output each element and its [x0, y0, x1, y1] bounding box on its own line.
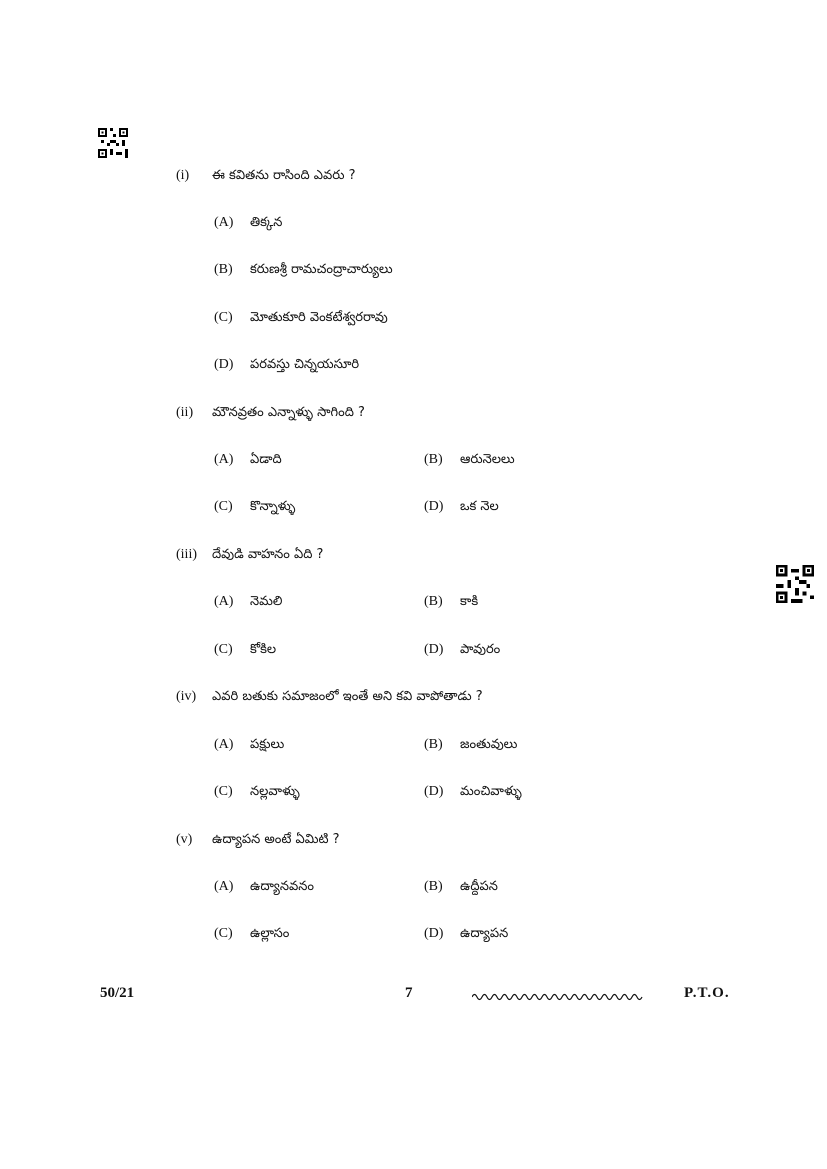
question-number: (i)	[176, 168, 190, 183]
option-label: (A)	[214, 594, 234, 609]
option-label: (C)	[214, 642, 233, 657]
question-number: (ii)	[176, 405, 194, 420]
qr-code-icon	[98, 128, 128, 158]
option-text: కొన్నాళ్ళు	[250, 499, 296, 514]
please-turn-over: P.T.O.	[684, 985, 730, 1001]
option-label: (A)	[214, 737, 234, 752]
option-label: (D)	[214, 357, 234, 372]
option-label: (D)	[424, 642, 444, 657]
question-number: (v)	[176, 832, 193, 847]
wavy-line-decoration	[472, 988, 644, 1000]
option-label: (C)	[214, 499, 233, 514]
option-text: ఉద్యానవనం	[250, 879, 314, 894]
question-text: మౌనవ్రతం ఎన్నాళ్ళు సాగింది ?	[212, 405, 365, 420]
option-label: (D)	[424, 499, 444, 514]
option-text: మోతుకూరి వెంకటేశ్వరరావు	[250, 310, 388, 325]
option-text: కరుణశ్రీ రామచంద్రాచార్యులు	[250, 262, 393, 277]
option-label: (D)	[424, 926, 444, 941]
option-label: (B)	[424, 452, 443, 467]
option-label: (B)	[424, 879, 443, 894]
question-number: (iii)	[176, 547, 197, 562]
question-text: ఈ కవితను రాసింది ఎవరు ?	[212, 168, 356, 183]
option-label: (B)	[424, 737, 443, 752]
option-label: (B)	[424, 594, 443, 609]
question-text: ఎవరి బతుకు సమాజంలో ఇంతే అని కవి వాపోతాడు ?	[212, 689, 483, 704]
option-label: (A)	[214, 452, 234, 467]
question-number: (iv)	[176, 689, 197, 704]
option-text: మంచివాళ్ళు	[460, 784, 522, 799]
option-text: ఆరునెలలు	[460, 452, 515, 467]
option-label: (A)	[214, 879, 234, 894]
option-label: (B)	[214, 262, 233, 277]
option-text: పక్షులు	[250, 737, 285, 752]
paper-code: 50/21	[100, 985, 135, 1001]
option-text: పావురం	[460, 642, 501, 657]
option-text: కోకిల	[250, 642, 277, 657]
option-label: (C)	[214, 926, 233, 941]
page-number: 7	[405, 985, 413, 1001]
option-text: నల్లవాళ్ళు	[250, 784, 300, 799]
option-label: (A)	[214, 215, 234, 230]
qr-code-icon	[776, 565, 814, 603]
question-text: ఉద్యాపన అంటే ఏమిటి ?	[212, 832, 340, 847]
option-text: పరవస్తు చిన్నయసూరి	[250, 357, 360, 372]
option-text: ఉద్యాపన	[460, 926, 509, 941]
question-text: దేవుడి వాహనం ఏది ?	[212, 547, 324, 562]
option-text: నెమలి	[250, 594, 283, 609]
option-label: (C)	[214, 784, 233, 799]
option-text: కాకి	[460, 594, 479, 609]
option-text: ఉల్లాసం	[250, 926, 290, 941]
option-label: (C)	[214, 310, 233, 325]
option-text: తిక్కన	[250, 215, 283, 230]
option-text: ఉద్దీపన	[460, 879, 498, 894]
option-text: ఏడాది	[250, 452, 282, 467]
option-label: (D)	[424, 784, 444, 799]
option-text: జంతువులు	[460, 737, 518, 752]
option-text: ఒక నెల	[460, 499, 499, 514]
